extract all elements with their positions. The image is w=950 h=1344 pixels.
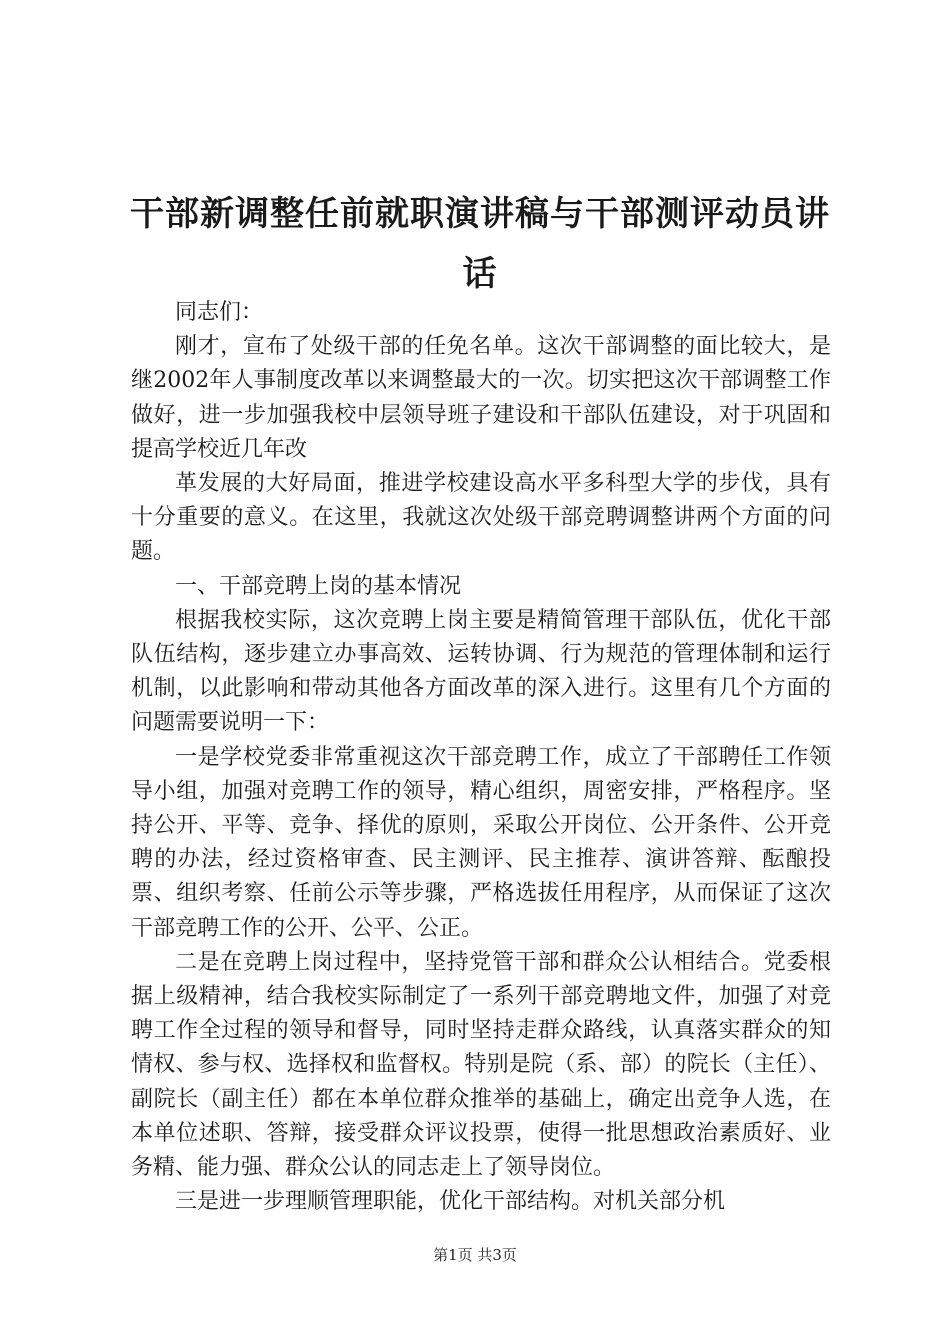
document-title-line-1: 干部新调整任前就职演讲稿与干部测评动员讲	[130, 194, 830, 234]
paragraph: 三是进一步理顺管理职能，优化干部结构。对机关部分机	[175, 1189, 726, 1215]
paragraph: 根据我校实际，这次竞聘上岗主要是精简管理干部队伍，优化干部队伍结构，逐步建立办事高效、运转协调、行为规范的管理体制和运行机制，以此影响和带动其他各方面改革的深入进行。这里有几个方面的问题需要说明一下：	[131, 607, 831, 736]
paragraph: 一是学校党委非常重视这次干部竞聘工作，成立了干部聘任工作领导小组，加强对竞聘工作的领导，精心组织，周密安排，严格程序。坚持公开、平等、竞争、择优的原则，采取公开岗位、公开条件、公开竞聘的办法，经过资格审查、民主测评、民主推荐、演讲答辩、酝酿投票、组织考察、任前公示等步骤，严格选拔任用程序，从而保证了这次干部竞聘工作的公开、公平、公正。	[131, 744, 831, 941]
salutation: 同志们：	[175, 300, 264, 325]
section-heading: 一、干部竞聘上岗的基本情况	[175, 573, 462, 599]
document-body	[131, 296, 831, 1219]
page-footer: 第1页 共3页	[433, 1246, 517, 1264]
paragraph: 刚才，宣布了处级干部的任免名单。这次干部调整的面比较大，是继2002年人事制度改革以来调整最大的一次。切实把这次干部调整工作做好，进一步加强我校中层领导班子建设和干部队伍建设，对于巩固和提高学校近几年改	[131, 334, 831, 462]
paragraph: 革发展的大好局面，推进学校建设高水平多科型大学的步伐，具有十分重要的意义。在这里，我就这次处级干部竞聘调整讲两个方面的问题。	[131, 471, 831, 565]
document-title-line-2: 话	[462, 254, 498, 294]
paragraph: 二是在竞聘上岗过程中，坚持党管干部和群众公认相结合。党委根据上级精神，结合我校实际制定了一系列干部竞聘地文件，加强了对竞聘工作全过程的领导和督导，同时坚持走群众路线，认真落实群众的知情权、参与权、选择权和监督权。特别是院（系、部）的院长（主任）、副院长（副主任）都在本单位群众推举的基础上，确定出竞争人选，在本单位述职、答辩，接受群众评议投票，使得一批思想政治素质好、业务精、能力强、群众公认的同志走上了领导岗位。	[131, 949, 831, 1181]
